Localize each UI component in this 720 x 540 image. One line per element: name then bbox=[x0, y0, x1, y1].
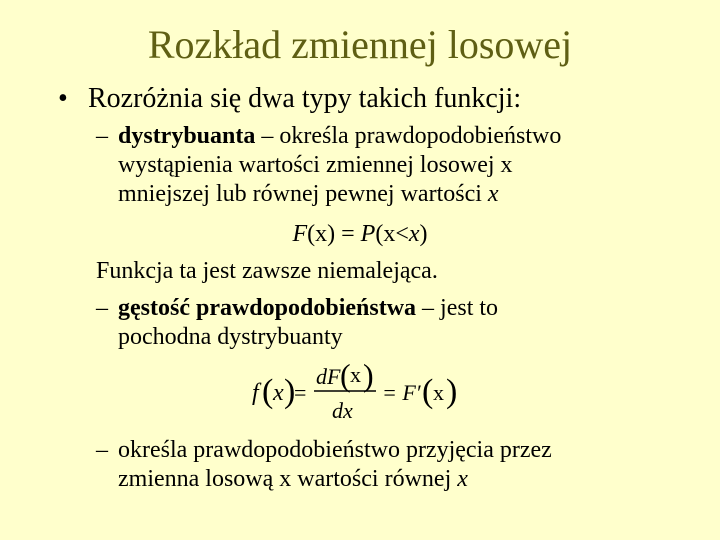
item-text: określa prawdopodobieństwo przyjęcia przez bbox=[118, 437, 552, 463]
paren-close: ) bbox=[363, 358, 374, 393]
bullet-text: Rozróżnia się dwa typy takich funkcji: bbox=[88, 83, 522, 114]
item-text: zmienna losową x wartości równej bbox=[118, 466, 458, 492]
formula-f: f bbox=[252, 380, 259, 406]
bullet-dot: • bbox=[58, 83, 68, 114]
note-niemalejaca: Funkcja ta jest zawsze niemalejąca. bbox=[96, 258, 438, 284]
formula-part: (x) = bbox=[307, 221, 361, 247]
term-dystrybuanta: dystrybuanta bbox=[118, 123, 256, 149]
dash: – bbox=[96, 123, 108, 149]
formula-dx: dx bbox=[332, 398, 353, 423]
main-bullet bbox=[58, 82, 521, 116]
dash: – bbox=[96, 295, 108, 321]
paren-open: ( bbox=[340, 358, 351, 393]
paren-close: ) bbox=[284, 373, 296, 410]
formula-part: ) bbox=[419, 221, 428, 247]
item-text: – określa prawdopodobieństwo bbox=[255, 123, 562, 149]
formula-P: P bbox=[360, 221, 376, 247]
formula-F: F bbox=[292, 221, 308, 247]
formula-x: x bbox=[273, 380, 284, 406]
formula-cdf bbox=[0, 220, 720, 249]
paren-open: ( bbox=[262, 373, 274, 410]
variable-x: x bbox=[457, 466, 468, 492]
slide-title: Rozkład zmiennej losowej bbox=[147, 22, 573, 67]
formula-x: x bbox=[350, 362, 361, 387]
item-gestosc-line2: pochodna dystrybuanty bbox=[118, 324, 343, 350]
formula-eq: = bbox=[294, 380, 307, 405]
formula-part: (x< bbox=[375, 221, 409, 247]
item-dystrybuanta-line2: wystąpienia wartości zmiennej losowej x bbox=[118, 152, 513, 178]
formula-x: x bbox=[433, 380, 444, 405]
formula-density bbox=[250, 358, 470, 428]
formula-dF: dF bbox=[316, 364, 341, 389]
item-gestosc-line1 bbox=[96, 294, 498, 323]
item-okresla-line1 bbox=[96, 436, 552, 465]
paren-open: ( bbox=[422, 373, 434, 410]
item-text: mniejszej lub równej pewnej wartości bbox=[118, 181, 488, 207]
paren-close: ) bbox=[446, 373, 458, 410]
dash: – bbox=[96, 437, 108, 463]
item-dystrybuanta-line1 bbox=[96, 122, 561, 151]
item-okresla-line2 bbox=[96, 465, 468, 494]
formula-Fprime: = F′ bbox=[382, 380, 421, 405]
variable-x: x bbox=[487, 181, 499, 207]
item-dystrybuanta-line3 bbox=[96, 180, 499, 209]
item-text: – jest to bbox=[416, 295, 499, 321]
formula-x: x bbox=[408, 221, 420, 247]
term-gestosc: gęstość prawdopodobieństwa bbox=[118, 295, 417, 321]
